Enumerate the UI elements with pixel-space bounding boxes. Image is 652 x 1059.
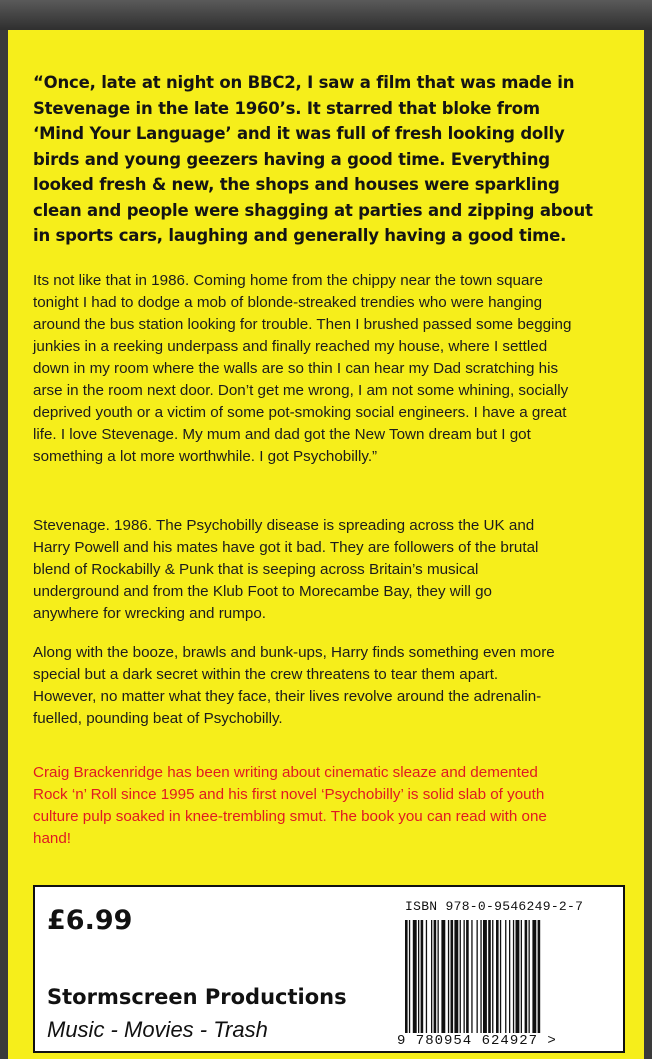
barcode-bar xyxy=(529,920,530,1033)
back-cover xyxy=(8,30,644,1059)
blurb-paragraph-1: Its not like that in 1986. Coming home from the chippy near the town square tonight I had to dodge a mob of blonde-streaked trendies who were hanging around the bus station looking for trouble. Then I brushed passed some begging junkies in a reeking underpass and finally reached my house, where I settled down in my room where the walls are so thin I can hear my Dad scratching his arse in the room next door. Don’t get me wrong, I am not some whining, socially deprived youth or a victim of some pot-smoking social engineers. I have a great life. I love Stevenage. My mum and dad got the New Town dream but I got something a lot more worthwhile. I got Psychobilly.” xyxy=(33,272,572,465)
price-label: £6.99 xyxy=(47,905,133,936)
barcode-bar xyxy=(454,920,458,1033)
barcode-bar xyxy=(483,920,487,1033)
barcode-bar xyxy=(532,920,536,1033)
barcode-bar xyxy=(488,920,491,1033)
barcode-bar xyxy=(500,920,501,1033)
barcode-digits: 9 780954 624927 > xyxy=(397,1033,557,1049)
barcode-bar xyxy=(441,920,445,1033)
barcode-bar xyxy=(405,920,408,1033)
barcode-bar xyxy=(492,920,493,1033)
barcode-bar xyxy=(431,920,432,1033)
barcode-bar xyxy=(538,920,541,1033)
publisher-name: Stormscreen Productions xyxy=(47,985,347,1009)
barcode-bar xyxy=(460,920,461,1033)
barcode-bar xyxy=(496,920,499,1033)
barcode-bar xyxy=(525,920,528,1033)
isbn-label: ISBN 978-0-9546249-2-7 xyxy=(405,899,584,914)
barcode-bar xyxy=(451,920,454,1033)
barcode-bar xyxy=(421,920,424,1033)
blurb-paragraph-2: Stevenage. 1986. The Psychobilly disease is spreading across the UK and Harry Powell and his mates have got it bad. They are followers of the brutal blend of Rockabilly & Punk that is seeping across Britain’s musical underground and from the Klub Foot to Morecambe Bay, they will go anywhere for wrecking and rumpo. xyxy=(33,517,539,622)
barcode-bar xyxy=(521,920,522,1033)
barcode-bar xyxy=(516,920,520,1033)
author-blurb: Craig Brackenridge has been writing about cinematic sleaze and demented Rock ‘n’ Roll since 1995 and his first novel ‘Psychobilly’ is solid slab of youth culture pulp soaked in knee-trembling smut. The book you can read with one hand! xyxy=(33,764,547,847)
book-top-edge xyxy=(0,0,652,30)
barcode-bar xyxy=(513,920,514,1033)
blurb-paragraph-3: Along with the booze, brawls and bunk-ups, Harry finds something even more special but a dark secret within the crew threatens to tear them apart. However, no matter what they face, their lives revolve around the adrenalin-fuelled, pounding beat of Psychobilly. xyxy=(33,644,555,727)
barcode-bar xyxy=(438,920,439,1033)
barcode-bar xyxy=(509,920,510,1033)
barcode-bar xyxy=(464,920,465,1033)
barcode-bar xyxy=(426,920,427,1033)
barcode-bar xyxy=(477,920,478,1033)
barcode-bar xyxy=(505,920,506,1033)
barcode-bar xyxy=(434,920,437,1033)
barcode-bar xyxy=(409,920,410,1033)
barcode-bar xyxy=(448,920,449,1033)
barcode-bar xyxy=(418,920,419,1033)
opening-quote: “Once, late at night on BBC2, I saw a film that was made in Stevenage in the late 1960’s. It starred that bloke from ‘Mind Your Language’ and it was full of fresh looking dolly birds and young geezers having a good time. Everything looked fresh & new, the shops and houses were sparkling clean and people were shagging at parties and zipping about in sports cars, laughing and generally having a good time. xyxy=(33,73,593,245)
barcode-bar xyxy=(413,920,417,1033)
price-barcode-box xyxy=(33,885,625,1053)
barcode-bar xyxy=(480,920,481,1033)
barcode-bar xyxy=(466,920,469,1033)
barcode-bar xyxy=(471,920,472,1033)
publisher-tagline: Music - Movies - Trash xyxy=(47,1017,268,1042)
barcode-icon xyxy=(403,920,613,1033)
